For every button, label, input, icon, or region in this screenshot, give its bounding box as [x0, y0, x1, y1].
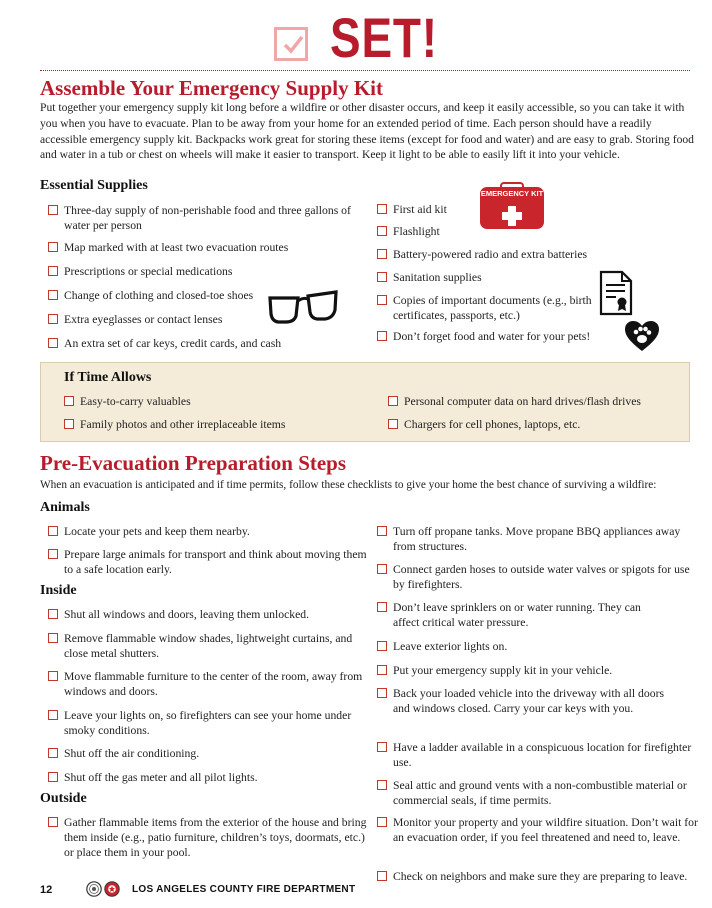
- checkbox[interactable]: [377, 688, 387, 698]
- checkbox[interactable]: [377, 272, 387, 282]
- checklist-item[interactable]: An extra set of car keys, credit cards, and cash: [40, 336, 370, 351]
- check-mark-icon: [280, 32, 306, 58]
- page-number: 12: [40, 884, 53, 896]
- checklist-item[interactable]: Locate your pets and keep them nearby.: [40, 524, 370, 539]
- checkbox[interactable]: [48, 748, 58, 758]
- emergency-kit-label: EMERGENCY KIT: [480, 189, 544, 198]
- checkbox[interactable]: [377, 641, 387, 651]
- checkbox[interactable]: [377, 249, 387, 259]
- checkbox[interactable]: [64, 419, 74, 429]
- checkbox[interactable]: [377, 204, 387, 214]
- checklist-item[interactable]: Prepare large animals for transport and think about moving them to a safe location early.: [40, 547, 370, 577]
- checkbox[interactable]: [377, 871, 387, 881]
- checklist-item[interactable]: Personal computer data on hard drives/flash drives: [380, 394, 685, 409]
- organization-name: LOS ANGELES COUNTY FIRE DEPARTMENT: [132, 884, 356, 895]
- essential-supplies-heading: Essential Supplies: [40, 178, 148, 193]
- checklist-item[interactable]: Don’t leave sprinklers on or water running. They can affect critical water pressure.: [369, 600, 654, 630]
- checkbox[interactable]: [48, 772, 58, 782]
- checkbox[interactable]: [377, 742, 387, 752]
- county-seal-icon: [86, 881, 102, 897]
- checkbox[interactable]: [377, 226, 387, 236]
- checklist-item[interactable]: Don’t forget food and water for your pets!: [369, 329, 619, 344]
- checklist-item[interactable]: Shut off the gas meter and all pilot lights.: [40, 770, 370, 785]
- document-icon: [598, 270, 634, 316]
- animals-heading: Animals: [40, 500, 90, 515]
- page-header: [0, 6, 712, 69]
- checkbox[interactable]: [388, 396, 398, 406]
- checklist-item[interactable]: Monitor your property and your wildfire situation. Don’t wait for an evacuation order, if you feel threatened and need to, leave.: [369, 815, 701, 845]
- inside-heading: Inside: [40, 583, 77, 598]
- checklist-item[interactable]: Leave exterior lights on.: [369, 639, 694, 654]
- checkbox[interactable]: [64, 396, 74, 406]
- checkbox-check-icon: [274, 27, 308, 61]
- checkbox[interactable]: [377, 817, 387, 827]
- checklist-item[interactable]: Shut all windows and doors, leaving them unlocked.: [40, 607, 370, 622]
- emergency-kit-icon: [480, 187, 544, 229]
- checkbox[interactable]: [48, 817, 58, 827]
- checklist-item[interactable]: Sanitation supplies: [369, 270, 589, 285]
- checkbox[interactable]: [377, 780, 387, 790]
- checklist-item[interactable]: Connect garden hoses to outside water valves or spigots for use by firefighters.: [369, 562, 694, 592]
- checkbox[interactable]: [48, 609, 58, 619]
- checklist-item[interactable]: Chargers for cell phones, laptops, etc.: [380, 417, 685, 432]
- checkbox[interactable]: [48, 242, 58, 252]
- checkbox[interactable]: [377, 526, 387, 536]
- checkbox[interactable]: [48, 526, 58, 536]
- checklist-item[interactable]: Gather flammable items from the exterior of the house and bring them inside (e.g., patio furniture, children’s toys, doormats, etc.) or place them in your pool.: [40, 815, 370, 861]
- checkbox[interactable]: [377, 602, 387, 612]
- checklist-item[interactable]: Seal attic and ground vents with a non-combustible material or commercial seals, if time permits.: [369, 778, 701, 808]
- kit-heading: Assemble Your Emergency Supply Kit: [40, 76, 384, 100]
- checklist-item[interactable]: Easy-to-carry valuables: [56, 394, 356, 409]
- checkbox[interactable]: [48, 633, 58, 643]
- outside-heading: Outside: [40, 791, 87, 806]
- checkbox[interactable]: [48, 290, 58, 300]
- kit-intro: Put together your emergency supply kit long before a wildfire or other disaster occurs, and keep it easily accessible, so you can take it with you when you have to evacuate. Plan to be away from your home for an extended period of time. Each person should have a readily accessible emergency supply kit. Backpacks work great for storing these items (except for food and water) and are easy to grab. Storing food and water in a tub or chest on wheels will make it easier to transport. Keep it light to be able to easily lift it into your vehicle.: [40, 101, 694, 162]
- checklist-item[interactable]: Extra eyeglasses or contact lenses: [40, 312, 370, 327]
- checkbox[interactable]: [388, 419, 398, 429]
- checkbox[interactable]: [377, 295, 387, 305]
- checkbox[interactable]: [48, 205, 58, 215]
- checklist-item[interactable]: Three-day supply of non-perishable food and three gallons of water per person: [40, 203, 370, 233]
- checkbox[interactable]: [48, 314, 58, 324]
- checklist-item[interactable]: Family photos and other irreplaceable items: [56, 417, 356, 432]
- checklist-item[interactable]: Battery-powered radio and extra batteries: [369, 247, 669, 262]
- pre-evacuation-intro: When an evacuation is anticipated and if time permits, follow these checklists to give your home the best chance of surviving a wildfire:: [40, 479, 657, 491]
- checkbox[interactable]: [377, 564, 387, 574]
- fire-department-badge-icon: [104, 881, 120, 897]
- title-divider: [40, 70, 690, 71]
- pet-heart-icon: [624, 320, 660, 352]
- pre-evacuation-heading: Pre-Evacuation Preparation Steps: [40, 451, 347, 475]
- checklist-item[interactable]: Copies of important documents (e.g., birth certificates, passports, etc.): [369, 293, 597, 323]
- eyeglasses-icon: [268, 288, 340, 326]
- checkbox[interactable]: [48, 710, 58, 720]
- checklist-item[interactable]: Remove flammable window shades, lightweight curtains, and close metal shutters.: [40, 631, 370, 661]
- checklist-item[interactable]: Leave your lights on, so firefighters can see your home under smoky conditions.: [40, 708, 370, 738]
- checklist-item[interactable]: Change of clothing and closed-toe shoes: [40, 288, 370, 303]
- checkbox[interactable]: [48, 549, 58, 559]
- checklist-item[interactable]: Put your emergency supply kit in your vehicle.: [369, 663, 694, 678]
- checkbox[interactable]: [48, 266, 58, 276]
- checklist-item[interactable]: Prescriptions or special medications: [40, 264, 370, 279]
- checkbox[interactable]: [48, 338, 58, 348]
- checklist-item[interactable]: Shut off the air conditioning.: [40, 746, 370, 761]
- checklist-item[interactable]: Flashlight: [369, 224, 519, 239]
- checklist-item[interactable]: First aid kit: [369, 202, 479, 217]
- checkbox[interactable]: [377, 331, 387, 341]
- checkbox[interactable]: [377, 665, 387, 675]
- checklist-item[interactable]: Map marked with at least two evacuation routes: [40, 240, 370, 255]
- checklist-item[interactable]: Back your loaded vehicle into the driveway with all doors and windows closed. Carry your car keys with you.: [369, 686, 664, 716]
- checkbox[interactable]: [48, 671, 58, 681]
- checklist-item[interactable]: Have a ladder available in a conspicuous location for firefighter use.: [369, 740, 694, 770]
- checklist-item[interactable]: Move flammable furniture to the center of the room, away from windows and doors.: [40, 669, 370, 699]
- checklist-item[interactable]: Check on neighbors and make sure they are preparing to leave.: [369, 869, 701, 884]
- medical-cross: [502, 212, 522, 220]
- if-time-allows-heading: If Time Allows: [64, 370, 152, 385]
- checklist-item[interactable]: Turn off propane tanks. Move propane BBQ appliances away from structures.: [369, 524, 694, 554]
- page-title: SET!: [330, 6, 438, 69]
